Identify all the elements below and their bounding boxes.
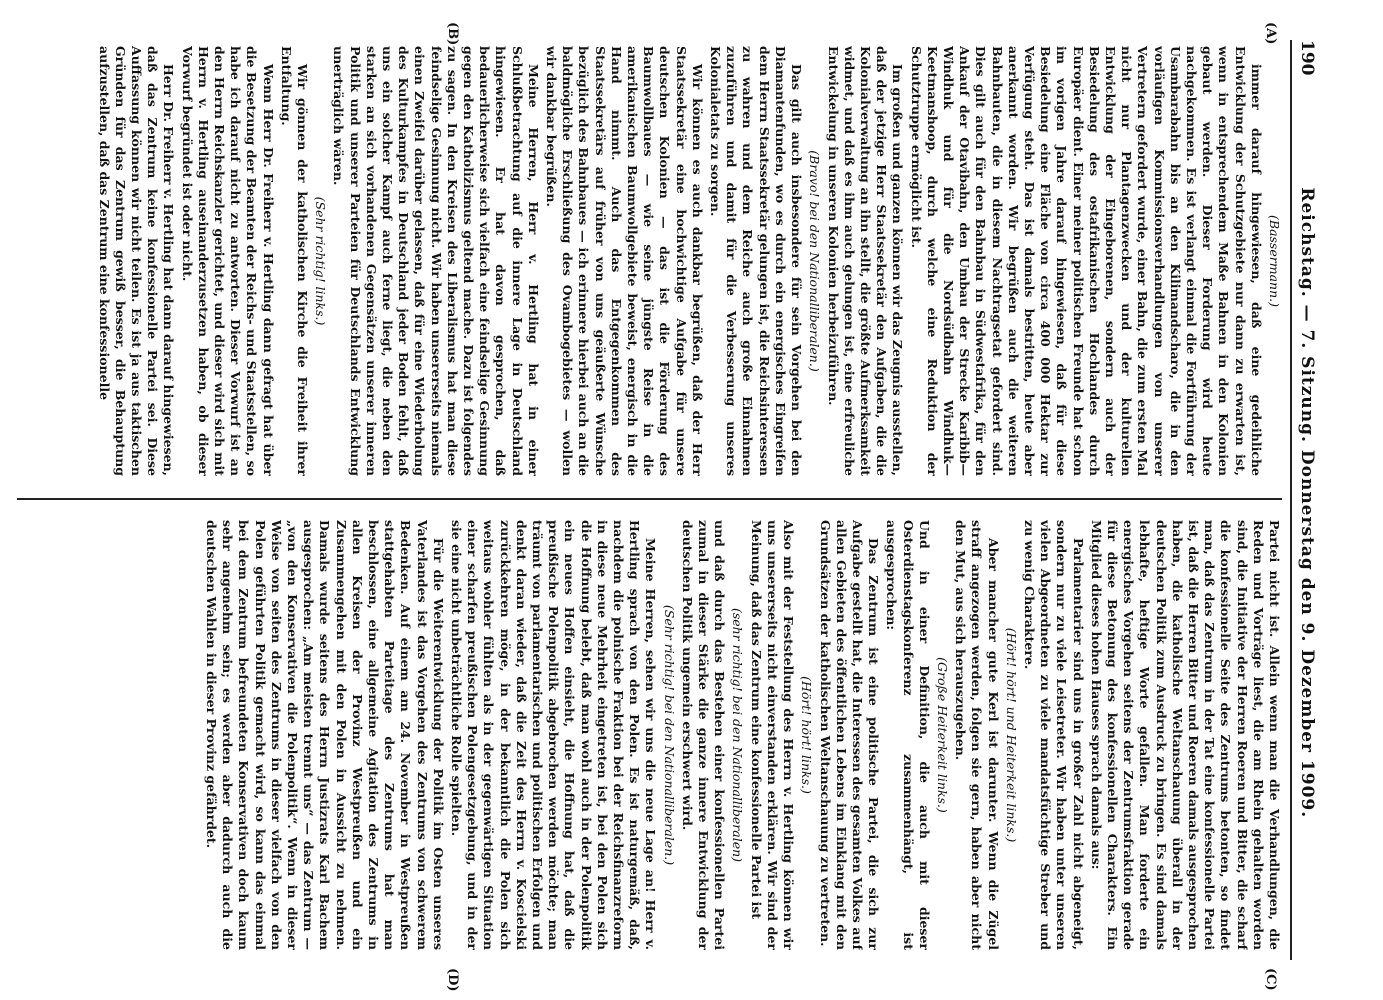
margin-marker-a: (A) [1263,22,1278,45]
margin-marker-b: (B) [445,22,460,46]
paragraph: Wir können es auch dankbar begrüßen, daß der Herr Staatssekretär eine hochwichtige Aufgabe für unsere deutschen Kolonien — das ist die Förderung des Baumwollbaues — wie seine jüngste Reise in die amerikanischen Baumwollgebiete beweist, energisch in die Hand nimmt. Auch das Entgegenkommen des Staatssekretärs auf früher von uns geäußerte Wünsche bezüglich des Bahnbaues — ich erinnere hierbei auch an die baldmögliche Erschließung des Ovambogebietes — wollen wir dankbar begrüßen. [544,46,705,476]
right-column [17,520,1282,950]
paragraph: Für die Weiterentwicklung der Politik im Osten unseres Vaterlandes ist das Vorgehen des Zentrums von schwerem Bedenken. Auf einem am 24. November in Westpreußen stattgehabten Parteitage des Zentrums hat man beschlossen, eine allgemeine Agitation des Zentrums in allen Kreisen der Provinz Westpreußen und ein Zusammengehen mit den Polen in Aussicht zu nehmen. Damals wurde seitens des Herrn Justizrats Karl Bachem ausgesprochen: „Am meisten trennt uns“ — das Zentrum — „von den Konservativen die Polenpolitik“. Wenn in dieser Weise von seiten des Zentrums in dieser vielfach von den Polen geführten Politik gemacht wird, so kann das einmal bei dem Zentrum befreundeten Konservativen doch kaum sehr angenehm sein; es werden aber dadurch auch die deutschen Wahlen in dieser Provinz gefährdet. [204,520,446,950]
interjection: (Sehr richtig! bei den Nationalliberalen.) [661,604,677,866]
paragraph: Wenn Herr Dr. Freiherr v. Hertling dann gefragt hat über die Besetzung der Beamten der Reichs- und Staatsstellen, so habe ich darauf nicht zu antworten. Dieser Vorwurf ist an den Herrn Reichskanzler gerichtet, und dieser wird sich mit Herrn v. Hertling auseinanderzusetzen haben, ob dieser Vorwurf begründet ist oder nicht. [179,46,276,476]
page-header [1290,40,1322,960]
interjection: (sehr richtig! bei den Nationalliberalen) [730,607,746,863]
paragraph: immer darauf hingewiesen, daß eine gedeihliche Entwicklung der Schutzgebiete nur dann zu erwarten ist, wenn in entsprechendem Maße Bahnen in den Kolonien gebaut werden. Dieser Forderung wird heute nachgekommen. Es ist verlangt einmal die Fortführung der Usambarabahn bis an den Kilimandscharo, die in den vorläufigen Kommissionsverhandlungen von unserer Vertretern gefordert wurde, einer Bahn, die zum ersten Mal nicht nur Plantagenzwecken und der kulturellen Entwicklung der Eingeborenen, sondern auch der Besiedelung des ostafrikanischen Hochlandes durch Europäer dient. Einer meiner politischen Freunde hat schon im vorigen Jahre darauf hingewiesen, daß für diese Besiedelung eine Fläche von circa 400 000 Hektar zur Verfügung steht. Das ist damals bestritten, heute aber anerkannt worden. Wir begrüßen auch die weiteren Bahnbauten, die in diesem Nachtragsetat gefordert sind. Dies gilt auch für den Bahnbau in Südwestafrika, für den Ankauf der Otavibahn, den Umbau der Strecke Karibib—Windhuk und für die Nordsüdbahn Windhuk—Keetmanshoop, durch welche eine Reduktion der Schutztruppe ermöglicht ist. [908,46,1264,476]
paragraph: Meine Herren, Herr v. Hertling hat in einer Schlußbetrachtung auf die innere Lage in Deutschland hingewiesen. Er hat davon gesprochen, daß bedauerlicherweise sich vielfach eine feindselige Gesinnung gegen den Katholizismus geltend mache. Dazu ist folgendes zu sagen. In den Kreisen des Liberalismus hat man diese feindselige Gesinnung nicht. Wir haben unsererseits niemals einen Zweifel darüber gelassen, daß für eine Wiederholung des Kulturkampfes in Deutschland jeder Boden fehlt, daß uns ein solcher Kampf auch ferne liegt, die neben den starken an sich vorhandenen Gegensätzen unserer inneren Politik und unserer Parteien für Deutschlands Entwicklung unerträglich wären. [331,46,541,476]
paragraph: Das gilt auch insbesondere für sein Vorgehen bei den Diamantenfunden, wo es durch ein energisches Eingreifen dem Herrn Staatssekretär gelungen ist, die Reichsinteressen zu wahren und dem Reiche auch große Einnahmen zuzuführen und damit für die Verbesserung unseres Kolonialetats zu sorgen. [708,46,805,476]
interjection: (Bassermann.) [1267,215,1282,307]
paragraph: Das Zentrum ist eine politische Partei, die sich zur Aufgabe gestellt hat, die Interessen des gesamten Volkes auf allen Gebieten des öffentlichen Lebens im Einklang mit den Grundsätzen der katholischen Weltanschauung zu vertreten. [817,520,882,950]
paragraph: Aber mancher gute Kerl ist darunter. Wenn die Zügel straff angezogen werden, folgen sie gern, haben aber nicht den Mut, aus sich herauszugehen. [953,520,1001,950]
paragraph: Herr Dr. Freiherr v. Hertling hat dann darauf hingewiesen, daß das Zentrum keine konfessionelle Partei sei. Diese Auffassung können wir nicht teilen. Es ist ja aus taktischen Gründen für das Zentrum gewiß besser, die Behauptung aufzustellen, daß das Zentrum eine konfessionelle [96,46,177,476]
paragraph: Parlamentarier sind uns in großer Zahl nicht abgeneigt, sondern nur zu viele Leisetreter. Wir haben unter unseren vielen Abgeordneten zu viele mandatsfüchtige Streber und zu wenig Charaktere. [1021,520,1086,950]
paragraph: Im großen und ganzen können wir das Zeugnis ausstellen, daß der jetzige Herr Staatssekretär den Aufgaben, die die Kolonialverwaltung an ihn stellt, die größte Aufmerksamkeit widmet, und daß es ihm auch gelungen ist, eine erfreuliche Entwickelung in unseren Kolonien herbeizuführen. [825,46,906,476]
paragraph: Meine Herren, sehen wir uns die neue Lage an! Herr v. Hertling sprach von den Polen. Es ist naturgemäß, daß, nachdem die polnische Fraktion bei der Reichsfinanzreform in diese neue Mehrheit eingetreten ist, bei den Polen sich die Hoffnung belebt, daß man wohl auch in der Polenpolitik ein neues Hoffen einsieht, die Hoffnung hat, daß die preußische Polenpolitik abgebrochen werden möchte; man träumt von parlamentarischen und politischen Erfolgen und denkt daran wieder, daß die Zeit des Herrn v. Koscielski zurückkehren möge, in der bekanntlich die Polen sich weitaus wohler fühlten als in der gegenwärtigen Situation einer scharfen preußischen Polengesetzgebung, und in der sie eine nicht unbeträchtliche Rolle spielten. [449,520,659,950]
interjection: (Große Heiterkeit links.) [934,657,950,813]
interjection: (Hört! hört! links.) [799,676,815,794]
paragraph: Also mit der Feststellung des Herrn v. Hertling können wir uns unsererseits nicht einverstanden erklären. Wir sind der Meinung, daß das Zentrum eine konfessionelle Partei ist [748,520,797,950]
column-divider [17,498,1282,500]
paragraph: Wir gönnen der katholischen Kirche die Freiheit ihrer Entfaltung. [278,46,311,476]
interjection: (Bravo! bei den Nationalliberalen.) [807,150,823,372]
page-title: Reichstag. — 7. Sitzung. Donnerstag den 9. Dezember 1909. [1297,187,1317,819]
left-column [17,46,1282,476]
interjection: (Hört! hört! und Heiterkeit links.) [1003,627,1019,843]
paragraph: und daß durch das Bestehen einer konfessionellen Partei zumal in dieser Stärke die ganze innere Entwicklung der deutschen Politik ungemein erschwert wird. [679,520,728,950]
margin-marker-d: (D) [445,968,460,992]
margin-marker-c: (C) [1263,968,1278,991]
paragraph: Und in einer Definition, die auch mit dieser Osterdienstagskonferenz zusammenhängt, ist ausgesprochen: [884,520,932,950]
paragraph: Partei nicht ist. Allein wenn man die Verhandlungen, die Reden und Vorträge liest, die am Rhein gehalten worden sind, die Initiative der Herren Roeren und Bitter, die scharf die konfessionelle Seite des Zentrums betonten, so findet man, daß das Zentrum in der Tat eine konfessionelle Partei ist, daß die Herren Bitter und Roeren damals ausgesprochen haben, die katholische Weltanschauung überall in der deutschen Politik zum Ausdruck zu bringen. Es sind damals lebhafte, heftige Worte gefallen. Man forderte ein energisches Vorgehen seitens der Zentrumsfraktion gerade für diese Betonung des konfessionellen Charakters. Ein Mitglied dieses hohen Hauses sprach damals aus: [1088,520,1282,950]
interjection: (Sehr richtig! links.) [313,196,329,326]
page-number: 190 [1297,40,1317,76]
